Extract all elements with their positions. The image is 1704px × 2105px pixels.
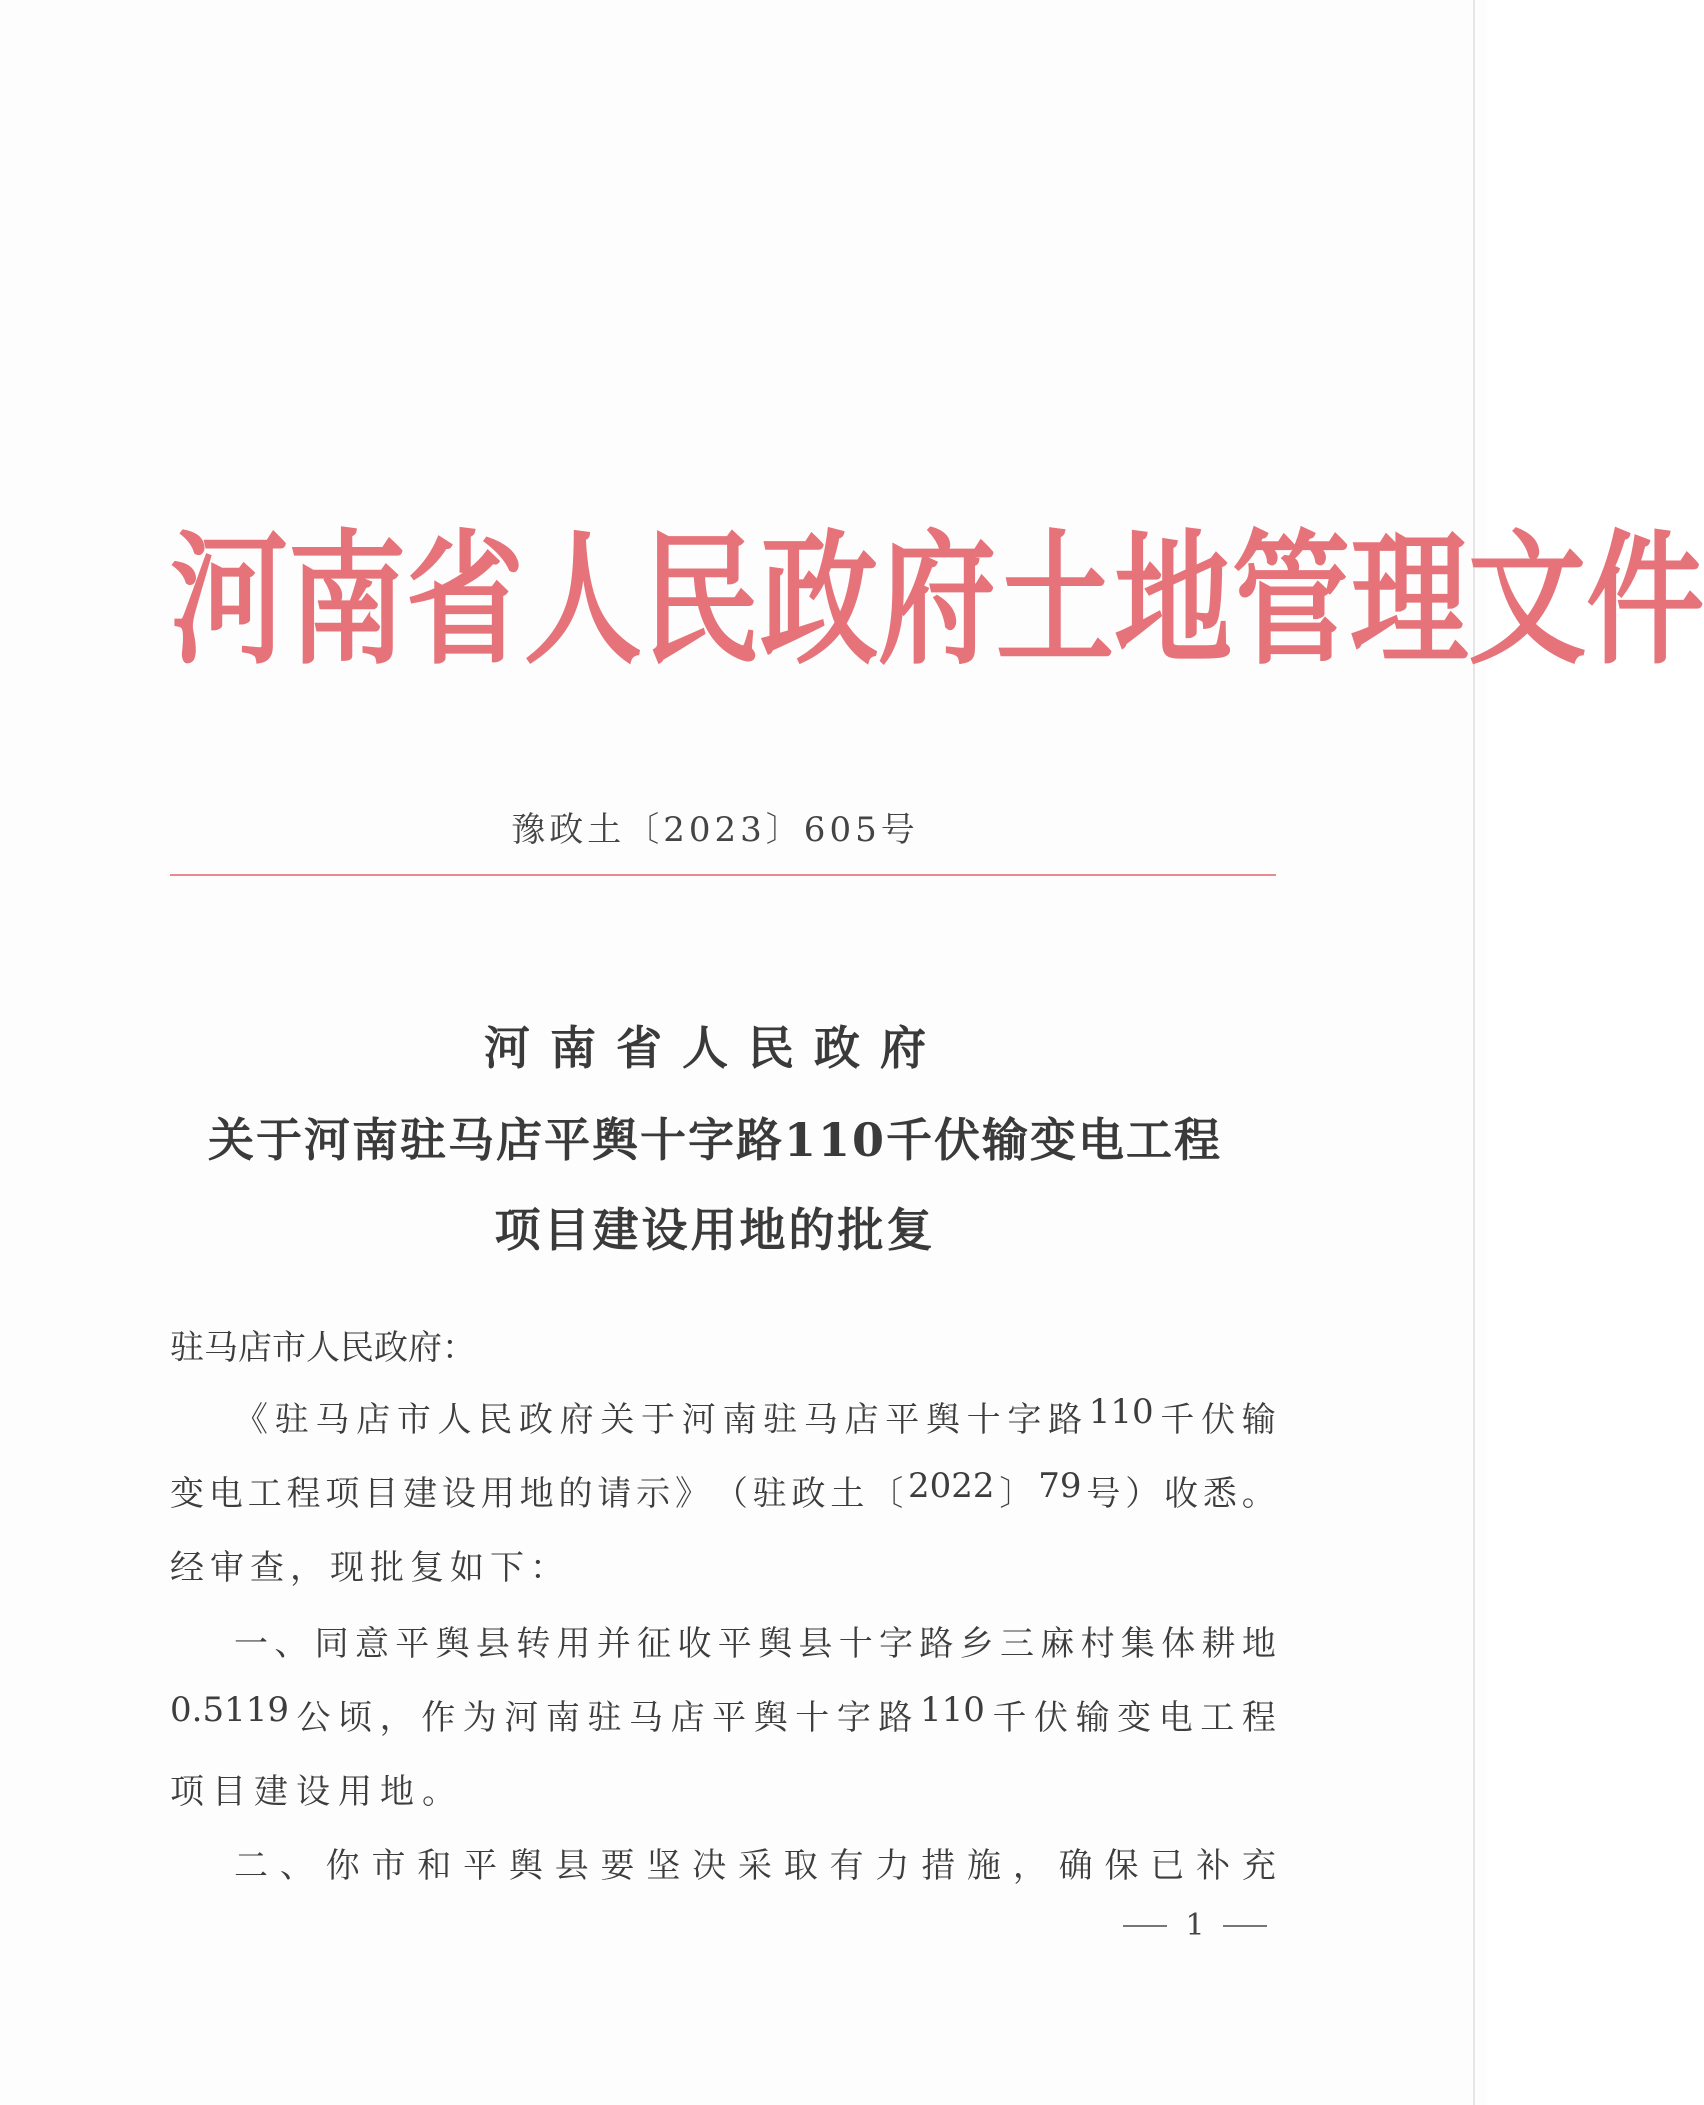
glyph: 输: [1241, 1400, 1276, 1440]
glyph: 河: [681, 1400, 716, 1440]
glyph: 保: [1104, 1846, 1139, 1886]
glyph: 确: [1058, 1846, 1093, 1886]
glyph: 《: [234, 1400, 268, 1440]
glyph: （: [713, 1474, 748, 1514]
glyph: 路: [878, 1698, 913, 1738]
glyph: 一: [234, 1624, 268, 1664]
glyph: 工: [1200, 1698, 1235, 1738]
glyph: 平: [395, 1624, 430, 1664]
paragraph-2-line-2: [170, 1690, 1276, 1739]
page-edge-shadow: [1473, 0, 1475, 2105]
glyph: 人: [524, 515, 643, 685]
salutation: 驻马店市人民政府：: [170, 1328, 476, 1368]
glyph: 南: [288, 515, 407, 685]
glyph: 变: [170, 1474, 204, 1514]
title-line-3: 项目建设用地的批复: [494, 1203, 936, 1257]
glyph: ，: [1012, 1846, 1047, 1886]
page-number-dash-right: [1223, 1925, 1267, 1927]
glyph: 110: [1088, 1392, 1154, 1432]
glyph: 要: [600, 1846, 635, 1886]
glyph: 。: [1241, 1474, 1276, 1514]
glyph: 、: [279, 1846, 314, 1886]
glyph: 公: [296, 1698, 331, 1738]
glyph: 府: [878, 515, 997, 685]
glyph: 三: [999, 1624, 1034, 1664]
glyph: 项: [325, 1474, 360, 1514]
glyph: 建: [403, 1474, 438, 1514]
glyph: 舆: [758, 1624, 793, 1664]
page-number-dash-left: [1123, 1925, 1167, 1927]
glyph: 〔: [869, 1474, 904, 1514]
glyph: 字: [879, 1624, 913, 1664]
glyph: 平: [717, 1624, 752, 1664]
glyph: 府: [559, 1400, 594, 1440]
glyph: 路: [1048, 1400, 1083, 1440]
glyph: 、: [274, 1624, 309, 1664]
glyph: 县: [554, 1846, 589, 1886]
glyph: 工: [247, 1474, 282, 1514]
glyph: 为: [462, 1698, 497, 1738]
glyph: 已: [1150, 1846, 1185, 1886]
glyph: 集: [1120, 1624, 1155, 1664]
glyph: 平: [463, 1846, 498, 1886]
glyph: 设: [441, 1474, 476, 1514]
page-number-value: 1: [1185, 1908, 1205, 1943]
glyph: 村: [1080, 1624, 1115, 1664]
glyph: 舆: [435, 1624, 470, 1664]
glyph: 土: [996, 515, 1115, 685]
glyph: 请: [597, 1474, 632, 1514]
glyph: 110: [919, 1690, 985, 1730]
glyph: 土: [830, 1474, 865, 1514]
glyph: 悉: [1202, 1474, 1237, 1514]
glyph: 舆: [508, 1846, 543, 1886]
glyph: 地: [1241, 1624, 1276, 1664]
glyph: 措: [921, 1846, 956, 1886]
glyph: 店: [844, 1400, 879, 1440]
glyph: 政: [518, 1400, 553, 1440]
glyph: 地: [519, 1474, 554, 1514]
glyph: 省: [406, 515, 525, 685]
glyph: 充: [1241, 1846, 1276, 1886]
glyph: 件: [1586, 515, 1704, 685]
glyph: 麻: [1040, 1624, 1075, 1664]
paragraph-1-line-3: 经审查，现批复如下：: [170, 1548, 570, 1588]
glyph: 转: [516, 1624, 551, 1664]
glyph: 南: [722, 1400, 757, 1440]
glyph: 有: [829, 1846, 864, 1886]
glyph: 人: [437, 1400, 472, 1440]
glyph: 输: [1075, 1698, 1110, 1738]
glyph: 伏: [1034, 1698, 1068, 1738]
glyph: 马: [315, 1400, 350, 1440]
glyph: 目: [364, 1474, 399, 1514]
glyph: 耕: [1201, 1624, 1236, 1664]
glyph: 程: [1241, 1698, 1276, 1738]
glyph: 示: [636, 1474, 671, 1514]
glyph: 十: [838, 1624, 873, 1664]
glyph: 马: [629, 1698, 664, 1738]
glyph: 民: [642, 515, 761, 685]
glyph: 电: [208, 1474, 243, 1514]
title-line-2: 关于河南驻马店平舆十字路110千伏输变电工程: [207, 1113, 1223, 1167]
glyph: 马: [803, 1400, 838, 1440]
glyph: ，: [379, 1698, 414, 1738]
glyph: 二: [234, 1846, 268, 1886]
glyph: 并: [596, 1624, 631, 1664]
glyph: 力: [875, 1846, 910, 1886]
glyph: 市: [371, 1846, 406, 1886]
glyph: 和: [417, 1846, 452, 1886]
glyph: 坚: [646, 1846, 681, 1886]
glyph: 政: [760, 515, 879, 685]
glyph: 程: [286, 1474, 321, 1514]
paragraph-1-line-2: [170, 1466, 1276, 1515]
glyph: 用: [556, 1624, 591, 1664]
glyph: 》: [674, 1474, 709, 1514]
glyph: 决: [692, 1846, 727, 1886]
glyph: 南: [545, 1698, 580, 1738]
glyph: 千: [992, 1698, 1027, 1738]
glyph: 于: [641, 1400, 676, 1440]
glyph: 补: [1196, 1846, 1231, 1886]
glyph: 作: [421, 1698, 456, 1738]
red-divider: [170, 874, 1276, 876]
glyph: 十: [795, 1698, 830, 1738]
glyph: 字: [1007, 1400, 1042, 1440]
glyph: 同: [314, 1624, 349, 1664]
glyph: 民: [478, 1400, 513, 1440]
glyph: 0.5119: [170, 1690, 289, 1730]
glyph: 你: [325, 1846, 360, 1886]
document-header-title: [170, 502, 1704, 697]
glyph: 管: [1232, 515, 1351, 685]
glyph: 千: [1160, 1400, 1195, 1440]
glyph: 取: [783, 1846, 818, 1886]
glyph: 关: [600, 1400, 635, 1440]
glyph: 平: [712, 1698, 747, 1738]
glyph: 征: [637, 1624, 672, 1664]
glyph: 舆: [925, 1400, 960, 1440]
glyph: 路: [919, 1624, 954, 1664]
glyph: 字: [836, 1698, 871, 1738]
glyph: 河: [504, 1698, 539, 1738]
page-number: [1110, 1908, 1280, 1943]
glyph: 店: [356, 1400, 391, 1440]
glyph: 施: [967, 1846, 1001, 1886]
glyph: 收: [677, 1624, 712, 1664]
glyph: 〕: [999, 1474, 1034, 1514]
glyph: 政: [791, 1474, 826, 1514]
paragraph-2-line-1: [234, 1616, 1276, 1665]
glyph: 用: [480, 1474, 515, 1514]
paragraph-1-line-1: [234, 1392, 1276, 1441]
glyph: 的: [558, 1474, 593, 1514]
document-number: 豫政土〔2023〕605号: [511, 810, 919, 850]
glyph: 县: [798, 1624, 833, 1664]
glyph: 十: [966, 1400, 1001, 1440]
glyph: 体: [1161, 1624, 1196, 1664]
glyph: 店: [670, 1698, 705, 1738]
glyph: 变: [1117, 1698, 1152, 1738]
glyph: 驻: [587, 1698, 622, 1738]
glyph: 顷: [338, 1698, 373, 1738]
glyph: 河: [170, 515, 289, 685]
glyph: 地: [1114, 515, 1233, 685]
glyph: 伏: [1201, 1400, 1236, 1440]
glyph: ）: [1125, 1474, 1160, 1514]
glyph: 号: [1086, 1474, 1121, 1514]
glyph: 收: [1164, 1474, 1199, 1514]
glyph: 舆: [753, 1698, 788, 1738]
glyph: 采: [737, 1846, 772, 1886]
glyph: 电: [1158, 1698, 1193, 1738]
title-line-1: 河南省人民政府: [484, 1021, 946, 1075]
glyph: 驻: [752, 1474, 787, 1514]
paragraph-2-line-3: 项目建设用地。: [170, 1772, 464, 1812]
glyph: 文: [1468, 515, 1587, 685]
glyph: 县: [475, 1624, 510, 1664]
glyph: 市: [396, 1400, 431, 1440]
glyph: 79: [1038, 1466, 1082, 1506]
glyph: 理: [1350, 515, 1469, 685]
glyph: 驻: [274, 1400, 309, 1440]
glyph: 2022: [908, 1466, 995, 1506]
glyph: 意: [354, 1624, 389, 1664]
paragraph-3-line-1: [234, 1838, 1276, 1887]
glyph: 驻: [763, 1400, 798, 1440]
glyph: 乡: [959, 1624, 994, 1664]
glyph: 平: [885, 1400, 920, 1440]
